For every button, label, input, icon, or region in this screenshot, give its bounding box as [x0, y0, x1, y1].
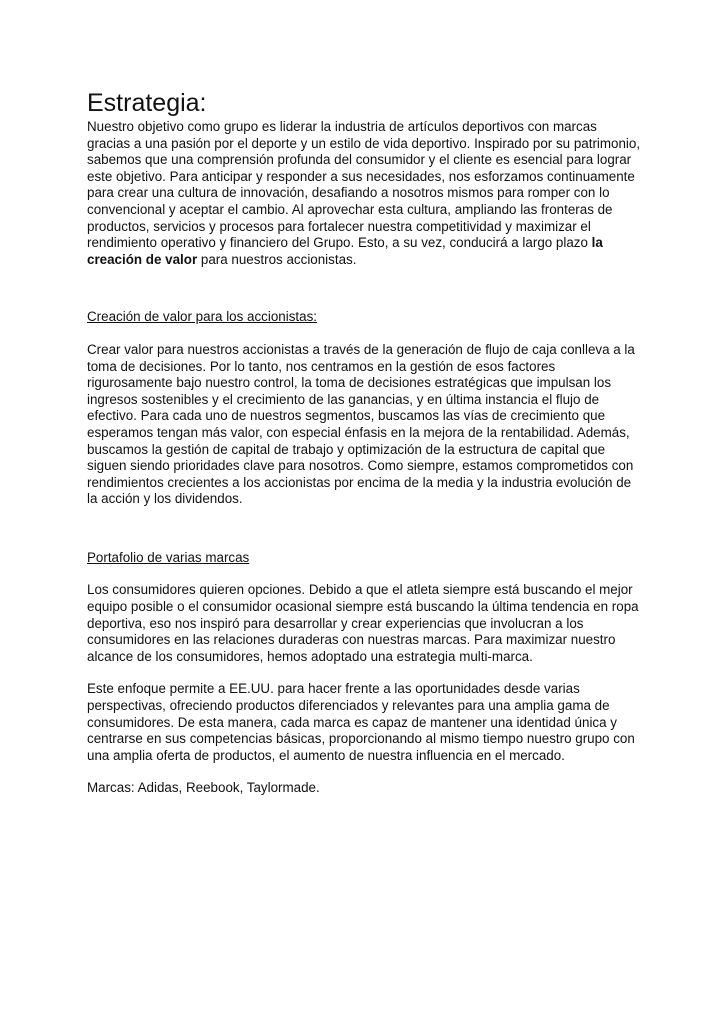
spacer	[87, 268, 643, 309]
spacer	[87, 326, 643, 342]
value-creation-paragraph: Crear valor para nuestros accionistas a través de la generación de flujo de caja conlleva a la toma de decisiones. Por lo tanto, nos centramos en la gestión de esos factores rigurosamente bajo nuestro control, la toma de decisiones estratégicas que impulsan los ingresos sostenibles y el crecimiento de las ganancias, y en última instancia el flujo de efectivo. Para cada uno de nuestros segmentos, buscamos las vías de crecimiento que esperamos tengan más valor, con especial énfasis en la mejora de la rentabilidad. Además, buscamos la gestión de capital de trabajo y optimización de la estructura de capital que siguen siendo prioridades clave para nosotros. Como siempre, estamos comprometidos con rendimientos crecientes a los accionistas por encima de la media y la industria evolución de la acción y los dividendos.	[87, 341, 635, 507]
spacer	[87, 508, 643, 550]
strategy-text-before: Nuestro objetivo como grupo es liderar la industria de artículos deportivos con marcas gracias a una pasión por el deporte y un estilo de vida deportivo. Inspirado por su patrimonio, sabemos que una comprensión profunda del consumidor y el cliente es esencial para lograr este objetivo. Para anticipar y responder a sus necesidades, nos esforzamos continuamente para crear una cultura de innovación, desafiando a nosotros mismos para romper con lo convencional y aceptar el cambio. Al aprovechar esta cultura, ampliando las fronteras de productos, servicios y procesos para fortalecer nuestra competitividad y maximizar el rendimiento operativo y financiero del Grupo. Esto, a su vez, conducirá a largo plazo	[87, 119, 641, 251]
page-title: Estrategia:	[87, 89, 207, 117]
value-creation-heading: Creación de valor para los accionistas:	[87, 309, 317, 325]
brands-line: Marcas: Adidas, Reebook, Taylormade.	[87, 780, 320, 796]
strategy-paragraph	[87, 119, 643, 268]
portfolio-paragraph-2: Este enfoque permite a EE.UU. para hacer frente a las oportunidades desde varias perspectivas, ofreciendo productos diferenciados y relevantes para una amplia gama de consumidores. De esta manera, cada marca es capaz de mantener una identidad única y centrarse en sus competencias básicas, proporcionando al mismo tiempo nuestro grupo con una amplia oferta de productos, el aumento de nuestra influencia en el mercado.	[87, 681, 635, 763]
portfolio-heading: Portafolio de varias marcas	[87, 549, 250, 565]
document-page	[87, 88, 643, 797]
portfolio-paragraph-1: Los consumidores quieren opciones. Debido a que el atleta siempre está buscando el mejor equipo posible o el consumidor ocasional siempre está buscando la última tendencia en ropa deportiva, eso nos inspiró para desarrollar y crear experiencias que involucran a los consumidores en las relaciones duraderas con nuestras marcas. Para maximizar nuestro alcance de los consumidores, hemos adoptado una estrategia multi-marca.	[87, 582, 639, 664]
spacer	[87, 665, 643, 681]
spacer	[87, 764, 643, 780]
strategy-bold-text: la creación de valor	[87, 235, 603, 267]
spacer	[87, 566, 643, 582]
strategy-text-after: para nuestros accionistas.	[197, 251, 357, 267]
